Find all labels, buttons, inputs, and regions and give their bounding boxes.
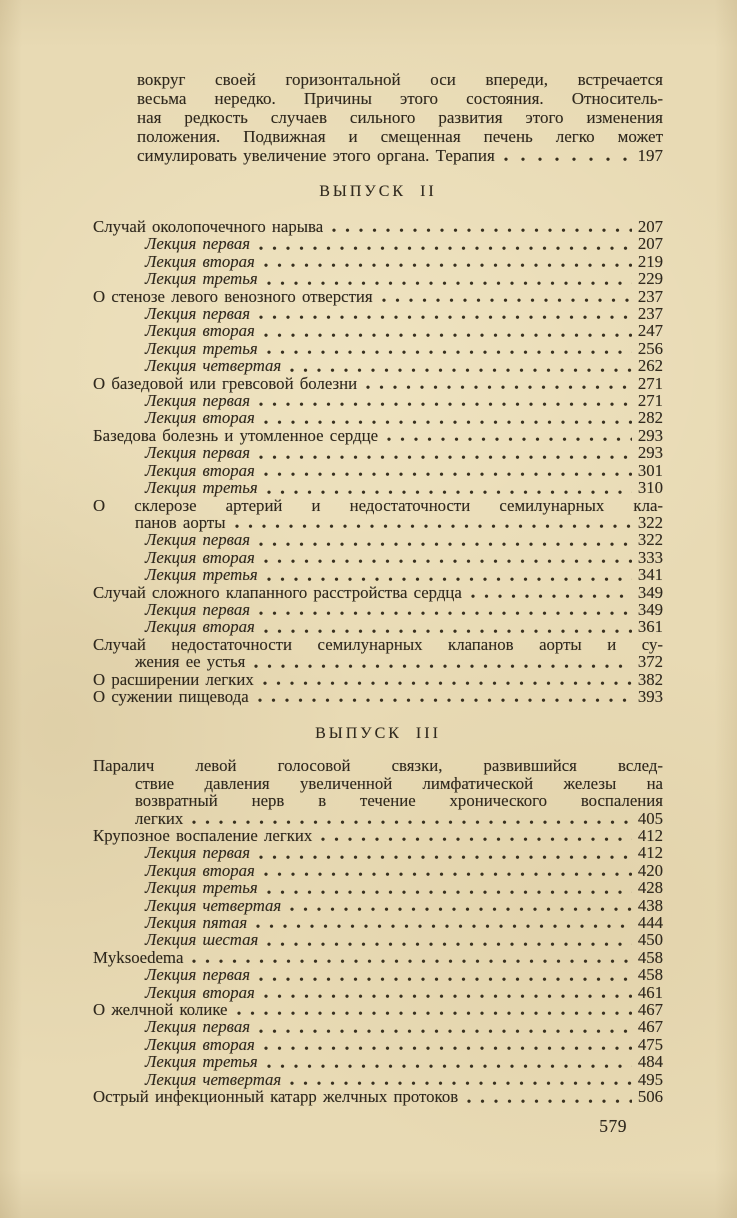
toc-entry bbox=[93, 931, 663, 948]
toc-entry-page: 219 bbox=[637, 251, 663, 271]
dot-leader bbox=[259, 976, 632, 982]
toc-entry-row bbox=[93, 827, 663, 844]
toc-entry-label: Лекция третья bbox=[145, 565, 258, 585]
toc-entry-label: Лекция шестая bbox=[145, 930, 259, 950]
toc-entry-row bbox=[93, 914, 663, 931]
table-of-contents bbox=[93, 183, 663, 1106]
toc-entry-row bbox=[93, 444, 663, 461]
toc-entry-label: Лекция вторая bbox=[145, 547, 255, 567]
toc-entry-row bbox=[93, 931, 663, 948]
dot-leader bbox=[332, 227, 632, 233]
toc-entry-label: Лекция первая bbox=[145, 843, 251, 863]
toc-entry bbox=[93, 1071, 663, 1088]
toc-entry-label: О стенозе левого венозного отверстия bbox=[93, 286, 373, 306]
toc-entry-label: Лекция вторая bbox=[145, 460, 255, 480]
toc-entry-row bbox=[93, 375, 663, 392]
toc-entry-page: 361 bbox=[637, 617, 663, 637]
intro-line: весьма нередко. Причины этого состояния. Относитель- bbox=[137, 89, 663, 108]
toc-entry-row bbox=[93, 879, 663, 896]
dot-leader bbox=[259, 454, 632, 460]
toc-entry-label: Лекция вторая bbox=[145, 251, 255, 271]
dot-leader bbox=[267, 576, 632, 582]
toc-entry-label: Острый инфекционный катарр желчных протоков bbox=[93, 1087, 459, 1107]
dot-leader bbox=[192, 958, 631, 964]
toc-entry-row bbox=[93, 1088, 663, 1105]
toc-entry-wrapline: возвратный нерв в течение хронического воспаления bbox=[135, 791, 663, 811]
toc-entry-page: 322 bbox=[637, 512, 663, 532]
toc-entry bbox=[93, 479, 663, 496]
section-heading: ВЫПУСК II bbox=[319, 183, 437, 200]
dot-leader bbox=[264, 993, 632, 999]
toc-entry-row bbox=[93, 1018, 663, 1035]
toc-entry-page: 438 bbox=[637, 895, 663, 915]
dot-leader bbox=[264, 558, 632, 564]
toc-entry-label: Случай сложного клапанного расстройства сердца bbox=[93, 582, 462, 602]
section-heading: ВЫПУСК III bbox=[315, 725, 441, 743]
toc-entry-row bbox=[93, 253, 663, 270]
toc-entry-label: Случай околопочечного нарыва bbox=[93, 217, 324, 236]
toc-entry bbox=[93, 914, 663, 931]
dot-leader bbox=[235, 523, 632, 529]
dot-leader bbox=[256, 923, 632, 929]
toc-entry bbox=[93, 218, 663, 235]
toc-entry-row bbox=[93, 1071, 663, 1088]
toc-entry-label: Лекция первая bbox=[145, 391, 251, 411]
intro-line: положения. Подвижная и смещенная печень легко может bbox=[137, 127, 663, 146]
dot-leader bbox=[387, 436, 632, 442]
toc-entry-row bbox=[93, 1053, 663, 1070]
dot-leader bbox=[254, 663, 631, 669]
toc-entry bbox=[93, 253, 663, 270]
toc-entry-row bbox=[93, 844, 663, 861]
intro-line: ная редкость случаев сильного развития этого изменения bbox=[137, 108, 663, 127]
toc-entry-label: Лекция третья bbox=[145, 1052, 258, 1072]
toc-entry-page: 475 bbox=[637, 1034, 663, 1054]
dot-leader bbox=[267, 1063, 632, 1069]
toc-entry-page: 412 bbox=[637, 826, 663, 845]
dot-leader bbox=[467, 1098, 632, 1104]
toc-entry bbox=[93, 984, 663, 1001]
toc-entry-label: Лекция первая bbox=[145, 530, 251, 550]
toc-entry-row bbox=[93, 897, 663, 914]
toc-entry-label: Лекция вторая bbox=[145, 321, 255, 341]
toc-entry-row bbox=[93, 653, 663, 670]
toc-entry-page: 271 bbox=[637, 373, 663, 393]
toc-entry-label: Лекция первая bbox=[145, 304, 251, 324]
intro-tail-row bbox=[137, 146, 663, 165]
toc-entry-page: 349 bbox=[637, 599, 663, 619]
dot-leader bbox=[264, 871, 632, 877]
toc-entry-row bbox=[93, 357, 663, 374]
toc-entry-row bbox=[93, 949, 663, 966]
toc-entry-page: 405 bbox=[637, 808, 663, 828]
toc-entry-page: 467 bbox=[637, 1017, 663, 1037]
toc-entry-page: 293 bbox=[637, 425, 663, 445]
toc-entry-page: 293 bbox=[637, 443, 663, 463]
toc-entry-label: Базедова болезнь и утомленное сердце bbox=[93, 425, 379, 445]
toc-entry-page: 333 bbox=[637, 547, 663, 567]
toc-entry-label: Лекция четвертая bbox=[145, 1069, 282, 1089]
toc-entry-label: О расширении легких bbox=[93, 669, 254, 689]
dot-leader bbox=[267, 941, 632, 947]
dot-leader bbox=[264, 471, 632, 477]
toc-entry bbox=[93, 462, 663, 479]
toc-entry bbox=[93, 879, 663, 896]
toc-entry bbox=[93, 671, 663, 688]
toc-entry-page: 444 bbox=[637, 913, 663, 933]
intro-line: вокруг своей горизонтальной оси впереди, встречается bbox=[137, 70, 663, 89]
toc-entry bbox=[93, 1001, 663, 1018]
toc-entry-page: 262 bbox=[637, 356, 663, 376]
toc-entry bbox=[93, 409, 663, 426]
dot-leader bbox=[237, 1010, 632, 1016]
toc-entry-page: 484 bbox=[637, 1052, 663, 1072]
toc-entry-label: Лекция четвертая bbox=[145, 356, 282, 376]
toc-entry-label: Лекция третья bbox=[145, 338, 258, 358]
toc-entry-label: панов аорты bbox=[135, 512, 226, 532]
toc-entry-row bbox=[93, 601, 663, 618]
toc-entry-label: Лекция вторая bbox=[145, 617, 255, 637]
dot-leader bbox=[267, 349, 632, 355]
toc-entry-page: 237 bbox=[637, 286, 663, 306]
toc-entry-page: 382 bbox=[637, 669, 663, 689]
toc-entry-row bbox=[93, 270, 663, 287]
toc-entry-row bbox=[93, 584, 663, 601]
toc-entry-label: легких bbox=[135, 808, 184, 828]
toc-entry-row bbox=[93, 514, 663, 531]
toc-entry-label: Лекция пятая bbox=[145, 913, 248, 933]
toc-entry-label: Лекция вторая bbox=[145, 408, 255, 428]
toc-entry-label: Лекция первая bbox=[145, 1017, 251, 1037]
toc-entry bbox=[93, 688, 663, 705]
dot-leader bbox=[263, 680, 632, 686]
toc-entry-label: О желчной колике bbox=[93, 1000, 228, 1020]
dot-leader bbox=[259, 401, 632, 407]
toc-entry-label: Лекция первая bbox=[145, 965, 251, 985]
toc-entry-label: Лекция первая bbox=[145, 599, 251, 619]
dot-leader bbox=[259, 854, 632, 860]
toc-entry-row bbox=[93, 531, 663, 548]
toc-entry-label: Лекция вторая bbox=[145, 982, 255, 1002]
toc-entry-page: 372 bbox=[637, 652, 663, 672]
toc-entry-row bbox=[93, 862, 663, 879]
toc-entry-wrapline: ствие давления увеличенной лимфатической железы на bbox=[135, 773, 663, 793]
toc-entry-row bbox=[93, 340, 663, 357]
dot-leader bbox=[259, 541, 632, 547]
dot-leader bbox=[290, 367, 632, 373]
toc-entry-page: 495 bbox=[637, 1069, 663, 1089]
toc-entry-label: Лекция третья bbox=[145, 269, 258, 289]
toc-entry bbox=[93, 340, 663, 357]
toc-entry bbox=[93, 618, 663, 635]
dot-leader bbox=[267, 889, 632, 895]
dot-leader bbox=[192, 819, 632, 825]
toc-entry-row bbox=[93, 409, 663, 426]
toc-entry bbox=[93, 270, 663, 287]
toc-section bbox=[93, 725, 663, 1105]
page-folio: 579 bbox=[599, 1115, 627, 1136]
toc-entry-row bbox=[93, 618, 663, 635]
toc-entry bbox=[93, 1036, 663, 1053]
toc-entry-page: 458 bbox=[637, 947, 663, 967]
dot-leader bbox=[290, 1080, 632, 1086]
toc-entry bbox=[93, 636, 663, 671]
toc-entry-row bbox=[93, 392, 663, 409]
toc-entry-label: О базедовой или гревсовой болезни bbox=[93, 373, 358, 393]
intro-page-number: 197 bbox=[637, 146, 663, 165]
toc-entry-row bbox=[93, 235, 663, 252]
toc-entry-page: 207 bbox=[637, 234, 663, 254]
toc-entry-row bbox=[93, 671, 663, 688]
toc-entry bbox=[93, 531, 663, 548]
toc-entry bbox=[93, 1088, 663, 1105]
dot-leader bbox=[267, 280, 632, 286]
toc-entry-row bbox=[93, 322, 663, 339]
toc-entry-page: 506 bbox=[637, 1087, 663, 1107]
toc-entry bbox=[93, 444, 663, 461]
toc-entry-page: 237 bbox=[637, 304, 663, 324]
toc-entry-wrapline: Паралич левой голосовой связки, развившийся вслед- bbox=[93, 756, 663, 776]
dot-leader bbox=[264, 628, 632, 634]
toc-entry-page: 247 bbox=[637, 321, 663, 341]
toc-entry bbox=[93, 427, 663, 444]
toc-entry-label: жения ее устья bbox=[135, 652, 246, 672]
toc-entry-label: Лекция третья bbox=[145, 478, 258, 498]
toc-entry-page: 349 bbox=[637, 582, 663, 602]
toc-entry-row bbox=[93, 218, 663, 235]
toc-entry-row bbox=[93, 462, 663, 479]
toc-entry-label: Лекция вторая bbox=[145, 860, 255, 880]
toc-entry-page: 207 bbox=[637, 217, 663, 236]
toc-entry-row bbox=[93, 1036, 663, 1053]
dot-leader bbox=[321, 836, 632, 842]
toc-entry-page: 301 bbox=[637, 460, 663, 480]
toc-entry-row bbox=[93, 288, 663, 305]
toc-section bbox=[93, 183, 663, 705]
toc-entry-list bbox=[93, 757, 663, 1105]
toc-entry-label: Крупозное воспаление легких bbox=[93, 826, 313, 845]
dot-leader bbox=[259, 245, 632, 251]
toc-entry-row bbox=[93, 305, 663, 322]
toc-entry bbox=[93, 375, 663, 392]
toc-entry-page: 393 bbox=[637, 686, 663, 706]
toc-entry bbox=[93, 305, 663, 322]
dot-leader bbox=[382, 297, 632, 303]
toc-entry bbox=[93, 757, 663, 827]
toc-entry-page: 450 bbox=[637, 930, 663, 950]
toc-entry bbox=[93, 949, 663, 966]
toc-entry bbox=[93, 235, 663, 252]
toc-entry bbox=[93, 584, 663, 601]
toc-entry-row bbox=[93, 549, 663, 566]
dot-leader bbox=[259, 1028, 632, 1034]
toc-entry-row bbox=[93, 810, 663, 827]
dot-leader bbox=[264, 419, 632, 425]
toc-entry-row bbox=[93, 566, 663, 583]
toc-entry bbox=[93, 566, 663, 583]
dot-leader bbox=[264, 332, 632, 338]
toc-entry-page: 310 bbox=[637, 478, 663, 498]
toc-entry-page: 420 bbox=[637, 860, 663, 880]
toc-entry bbox=[93, 322, 663, 339]
dot-leader bbox=[259, 314, 632, 320]
toc-entry bbox=[93, 862, 663, 879]
toc-entry bbox=[93, 392, 663, 409]
toc-entry-wrapline: О склерозе артерий и недостаточности семилунарных кла- bbox=[93, 495, 663, 515]
dot-leader bbox=[258, 697, 632, 703]
toc-entry bbox=[93, 601, 663, 618]
dot-leader bbox=[366, 384, 632, 390]
toc-entry bbox=[93, 357, 663, 374]
toc-entry-label: Myksoedema bbox=[93, 947, 184, 967]
dot-leader bbox=[259, 610, 632, 616]
toc-entry bbox=[93, 497, 663, 532]
toc-entry-label: Лекция первая bbox=[145, 234, 251, 254]
toc-entry-row bbox=[93, 1001, 663, 1018]
toc-entry bbox=[93, 844, 663, 861]
intro-paragraph bbox=[137, 70, 663, 165]
toc-entry-page: 458 bbox=[637, 965, 663, 985]
toc-entry-page: 282 bbox=[637, 408, 663, 428]
toc-entry-page: 412 bbox=[637, 843, 663, 863]
intro-tail-text: симулировать увеличение этого органа. Терапия bbox=[137, 146, 495, 165]
toc-entry-label: Лекция четвертая bbox=[145, 895, 282, 915]
toc-entry-page: 229 bbox=[637, 269, 663, 289]
toc-entry-row bbox=[93, 966, 663, 983]
toc-entry-list bbox=[93, 218, 663, 705]
toc-entry-page: 461 bbox=[637, 982, 663, 1002]
toc-entry-page: 271 bbox=[637, 391, 663, 411]
toc-entry-label: О сужении пищевода bbox=[93, 686, 249, 706]
toc-entry bbox=[93, 1018, 663, 1035]
toc-entry bbox=[93, 966, 663, 983]
toc-entry-row bbox=[93, 427, 663, 444]
toc-entry-row bbox=[93, 984, 663, 1001]
toc-entry-page: 467 bbox=[637, 1000, 663, 1020]
toc-entry bbox=[93, 288, 663, 305]
dot-leader bbox=[504, 156, 632, 162]
toc-entry-row bbox=[93, 688, 663, 705]
toc-entry bbox=[93, 897, 663, 914]
dot-leader bbox=[290, 906, 632, 912]
dot-leader bbox=[264, 1045, 632, 1051]
toc-entry-wrapline: Случай недостаточности семилунарных клапанов аорты и су- bbox=[93, 634, 663, 654]
toc-entry bbox=[93, 1053, 663, 1070]
toc-entry-row bbox=[93, 479, 663, 496]
toc-entry-label: Лекция вторая bbox=[145, 1034, 255, 1054]
dot-leader bbox=[267, 489, 632, 495]
toc-entry-label: Лекция первая bbox=[145, 443, 251, 463]
dot-leader bbox=[471, 593, 632, 599]
toc-entry-page: 428 bbox=[637, 878, 663, 898]
toc-entry bbox=[93, 549, 663, 566]
toc-entry-page: 322 bbox=[637, 530, 663, 550]
toc-entry-page: 256 bbox=[637, 338, 663, 358]
toc-entry bbox=[93, 827, 663, 844]
dot-leader bbox=[264, 262, 632, 268]
toc-entry-page: 341 bbox=[637, 565, 663, 585]
toc-entry-label: Лекция третья bbox=[145, 878, 258, 898]
